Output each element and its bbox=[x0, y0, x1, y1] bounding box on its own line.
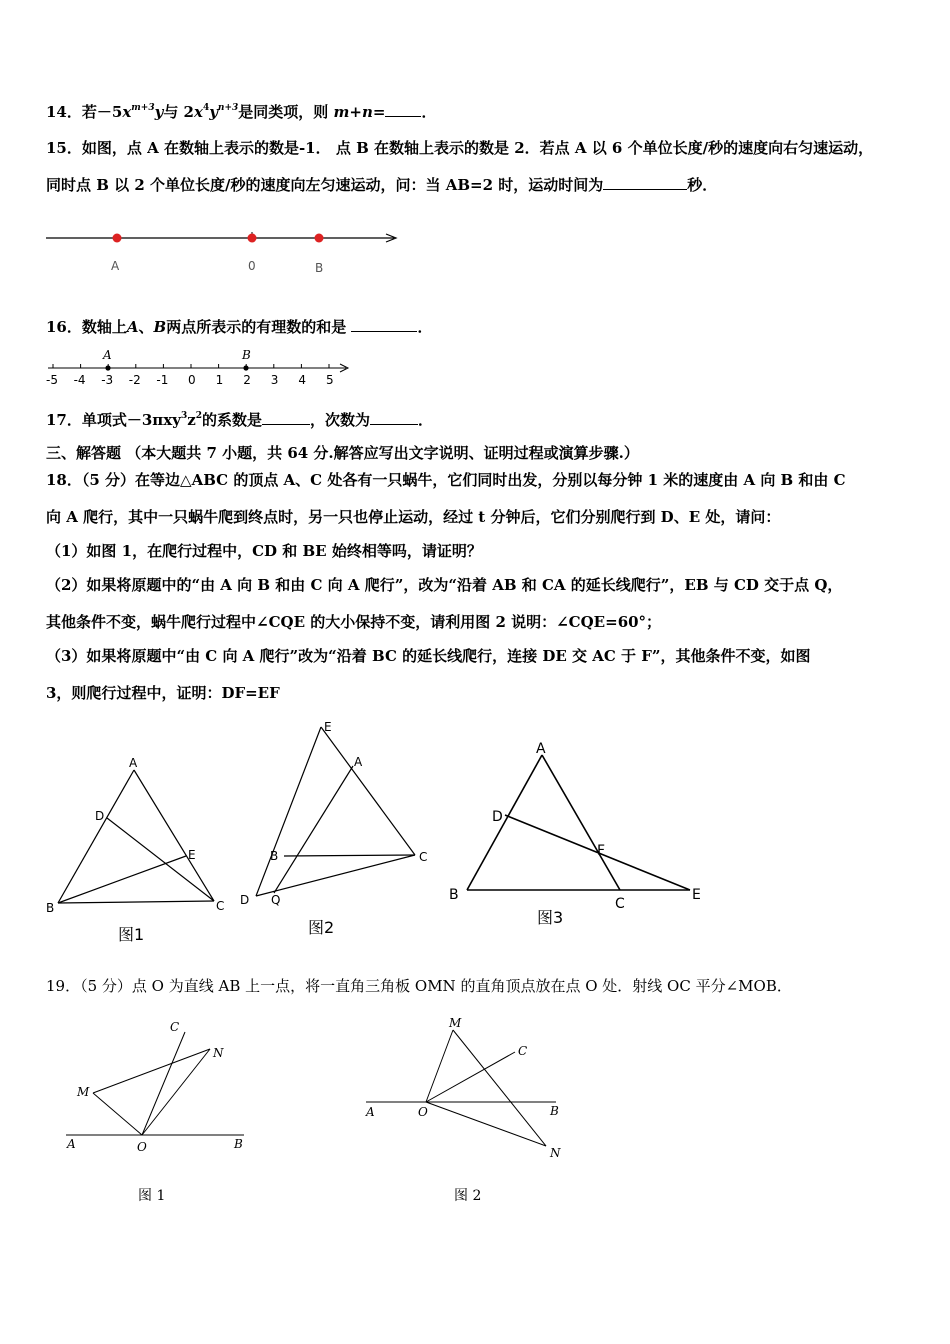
q19f2-ray-oc bbox=[426, 1052, 515, 1102]
q15-point-a bbox=[113, 234, 122, 243]
q15-point-o bbox=[248, 234, 257, 243]
q15-text: 同时点 B 以 2 个单位长度/秒的速度向左匀速运动，问：当 AB=2 时，运动时间为 bbox=[46, 176, 604, 194]
q19f1-label-n: N bbox=[213, 1046, 224, 1060]
q17-text: 的系数是 bbox=[202, 411, 263, 429]
q15-label-a: A bbox=[111, 259, 120, 273]
fig2-line-ec bbox=[321, 727, 415, 855]
q16-tick-label: 3 bbox=[270, 373, 279, 387]
fig2-caption: 图2 bbox=[308, 918, 335, 937]
q16-ticks bbox=[46, 364, 334, 387]
q16-point-a bbox=[105, 365, 110, 370]
fig1-segment-be bbox=[58, 856, 186, 903]
q16-answer-blank[interactable] bbox=[351, 317, 417, 332]
q15-line-1: 15．如图，点 A 在数轴上表示的数是-1． 点 B 在数轴上表示的数是 2．若点 A 以 6 个单位长度/秒的速度向右匀速运动， bbox=[46, 139, 874, 157]
fig1-label-a: A bbox=[129, 756, 138, 770]
q16-tick-label: -5 bbox=[46, 373, 58, 387]
q19f1-label-m: M bbox=[77, 1085, 90, 1099]
q19f2-label-b: B bbox=[550, 1104, 559, 1118]
q19f1-label-c: C bbox=[170, 1020, 180, 1034]
q19-figure-1-labels bbox=[66, 1020, 243, 1154]
q14-var: x bbox=[122, 103, 132, 121]
section-3-heading: 三、解答题 （本大题共 7 小题，共 64 分.解答应写出文字说明、证明过程或演算步骤.） bbox=[46, 444, 639, 462]
q16-tick-label: 2 bbox=[243, 373, 251, 387]
q19f1-label-a: A bbox=[67, 1137, 76, 1151]
fig1-segment-cd bbox=[107, 818, 214, 901]
q16-tick-label: 4 bbox=[298, 373, 307, 387]
question-17 bbox=[46, 410, 433, 430]
q14-exponent: m+3 bbox=[131, 103, 155, 113]
q18-figure-2 bbox=[256, 727, 415, 896]
fig3-side-ac bbox=[542, 755, 620, 890]
q14-text: 若－5 bbox=[81, 103, 123, 121]
fig1-caption: 图1 bbox=[118, 925, 145, 944]
q15-text: 秒． bbox=[687, 176, 718, 194]
q17-exponent: 3 bbox=[180, 411, 188, 421]
q19-fig2-caption: 图 2 bbox=[454, 1188, 482, 1204]
q14-expression: m+n= bbox=[333, 103, 386, 121]
q14-end: ． bbox=[421, 103, 437, 121]
q18-line-3: （1）如图 1，在爬行过程中，CD 和 BE 始终相等吗，请证明？ bbox=[46, 542, 482, 560]
q15-label-o: 0 bbox=[248, 259, 256, 273]
q15-point-b bbox=[315, 234, 324, 243]
fig3-label-b: B bbox=[449, 887, 459, 903]
fig2-side-bc bbox=[284, 855, 415, 856]
q17-answer-blank-degree[interactable] bbox=[370, 410, 418, 425]
q15-number-line bbox=[46, 232, 396, 275]
q19f1-ray-om bbox=[93, 1093, 142, 1135]
q18-figure-1-labels bbox=[46, 756, 224, 915]
q14-text: 是同类项，则 bbox=[238, 103, 329, 121]
q16-number-line bbox=[46, 348, 348, 387]
fig1-label-d: D bbox=[95, 809, 105, 823]
q16-text: 16．数轴上 bbox=[46, 318, 127, 336]
q16-label-b: B bbox=[242, 348, 251, 362]
q16-tick-label: -1 bbox=[156, 373, 169, 387]
q16-tick-label: -2 bbox=[128, 373, 141, 387]
fig1-label-b: B bbox=[46, 901, 55, 915]
fig2-label-e: E bbox=[324, 720, 332, 734]
q19f1-label-b: B bbox=[234, 1137, 243, 1151]
q16-tick-label: 0 bbox=[188, 373, 196, 387]
q17-answer-blank-coefficient[interactable] bbox=[262, 410, 310, 425]
q19f2-ray-om bbox=[426, 1030, 453, 1102]
fig1-side-bc bbox=[58, 901, 214, 903]
q14-var: x bbox=[193, 103, 203, 121]
q16-point-b bbox=[243, 365, 248, 370]
fig2-line-dc bbox=[256, 855, 415, 896]
q14-exponent: 4 bbox=[202, 103, 210, 113]
q17-text: 17．单项式－3πxy bbox=[46, 411, 181, 429]
fig3-label-a: A bbox=[536, 741, 546, 757]
q19f2-label-a: A bbox=[366, 1105, 375, 1119]
q14-text: 与 2 bbox=[163, 103, 194, 121]
q19f2-label-c: C bbox=[518, 1044, 528, 1058]
q19-figure-2-labels bbox=[365, 1016, 561, 1160]
fig1-label-c: C bbox=[216, 899, 225, 913]
q17-end: ． bbox=[418, 411, 434, 429]
q15-label-b: B bbox=[315, 261, 324, 275]
q14-exponent: n+3 bbox=[217, 103, 239, 113]
q18-line-6: （3）如果将原题中“由 C 向 A 爬行”改为“沿着 BC 的延长线爬行，连接 DE 交 AC 于 F”，其他条件不变，如图 bbox=[46, 647, 811, 665]
q16-label-a: A bbox=[103, 348, 112, 362]
q16-text: 两点所表示的有理数的和是 bbox=[166, 318, 347, 336]
fig1-side-ab bbox=[58, 770, 134, 903]
fig3-side-ab bbox=[467, 755, 542, 890]
q16-tick-label: -4 bbox=[73, 373, 86, 387]
fig1-label-e: E bbox=[188, 848, 196, 862]
q19f2-label-n: N bbox=[550, 1146, 561, 1160]
q19-figure-2 bbox=[366, 1030, 556, 1146]
fig3-label-c: C bbox=[615, 896, 625, 912]
q19f2-label-o: O bbox=[418, 1105, 428, 1119]
q19f1-label-o: O bbox=[137, 1140, 147, 1154]
q16-tick-label: -3 bbox=[101, 373, 114, 387]
fig2-label-q: Q bbox=[271, 893, 281, 907]
q16-point-name: B bbox=[153, 318, 167, 336]
q18-line-2: 向 A 爬行，其中一只蜗牛爬到终点时，另一只也停止运动，经过 t 分钟后，它们分别爬行到 D、E 处，请问： bbox=[46, 508, 781, 526]
q14-var: y bbox=[154, 103, 164, 121]
question-16 bbox=[46, 317, 432, 337]
q18-figure-1 bbox=[58, 770, 214, 903]
q16-tick-label: 5 bbox=[326, 373, 334, 387]
q16-point-name: A bbox=[126, 318, 139, 336]
q18-line-4: （2）如果将原题中的“由 A 向 B 和由 C 向 A 爬行”，改为“沿着 AB 和 CA 的延长线爬行”，EB 与 CD 交于点 Q， bbox=[46, 576, 843, 594]
q14-number: 14． bbox=[46, 103, 82, 121]
q19f2-label-m: M bbox=[449, 1016, 462, 1030]
fig2-label-c: C bbox=[419, 850, 428, 864]
q18-line-7: 3，则爬行过程中，证明：DF=EF bbox=[46, 684, 280, 702]
fig2-label-b: B bbox=[270, 849, 279, 863]
q16-tick-label: 1 bbox=[215, 373, 224, 387]
q16-text: 、 bbox=[138, 318, 154, 336]
fig3-label-d: D bbox=[492, 809, 503, 825]
question-19: 19．（5 分）点 O 为直线 AB 上一点，将一直角三角板 OMN 的直角顶点放在点 O 处．射线 OC 平分∠MOB． bbox=[46, 977, 792, 995]
q17-var: z bbox=[187, 411, 196, 429]
fig1-side-ac bbox=[134, 770, 214, 901]
q18-figure-3-labels bbox=[449, 741, 701, 912]
q17-text: ，次数为 bbox=[310, 411, 371, 429]
fig3-label-e: E bbox=[692, 887, 701, 903]
q19f1-ray-oc bbox=[142, 1032, 185, 1135]
q18-figure-2-labels bbox=[240, 720, 427, 907]
fig2-label-d: D bbox=[240, 893, 250, 907]
fig3-caption: 图3 bbox=[537, 908, 564, 927]
q16-end: ． bbox=[417, 318, 433, 336]
fig2-label-a: A bbox=[354, 755, 363, 769]
q19-fig1-caption: 图 1 bbox=[138, 1188, 166, 1204]
fig3-label-f: F bbox=[597, 843, 606, 859]
q18-line-1: 18．（5 分）在等边△ABC 的顶点 A、C 处各有一只蜗牛，它们同时出发，分别以每分钟 1 米的速度由 A 向 B 和由 C bbox=[46, 471, 846, 489]
q17-exponent: 2 bbox=[195, 411, 203, 421]
q18-line-5: 其他条件不变，蜗牛爬行过程中∠CQE 的大小保持不变，请利用图 2 说明：∠CQE=60°； bbox=[46, 613, 662, 631]
q14-var: y bbox=[209, 103, 218, 121]
